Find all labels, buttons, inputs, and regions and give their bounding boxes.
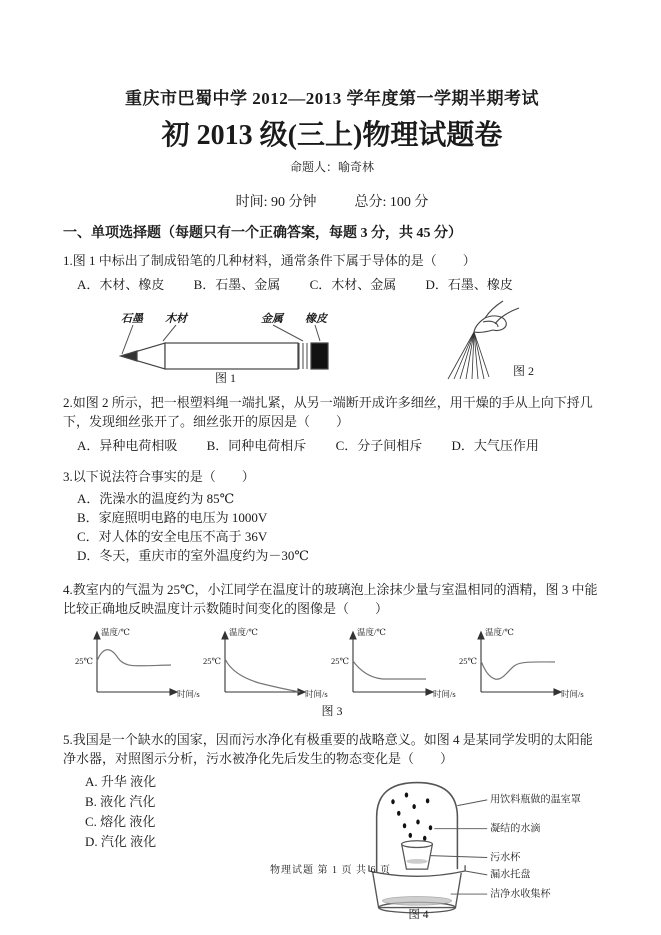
- q2-option-d: D．大气压作用: [451, 438, 539, 453]
- q3-option-b: B．家庭照明电路的电压为 1000V: [77, 510, 268, 525]
- fig3d-ylabel: 温度/℃: [485, 627, 514, 637]
- fig1-label-metal: 金属: [261, 313, 283, 325]
- fig3c-ylabel: 温度/℃: [357, 627, 386, 637]
- question-5-text: 5.我国是一个缺水的国家，因而污水净化有极重要的战略意义。如图 4 是某同学发明的太阳能净水器，对照图示分析，污水被净化先后发生的物态变化是（ ）: [63, 732, 593, 766]
- q1-option-b: B．石墨、金属: [193, 277, 281, 292]
- fig3d-curve: [481, 661, 555, 679]
- exam-total-score: 总分: 100 分: [354, 195, 429, 210]
- q2-option-b: B．同种电荷相斥: [206, 438, 307, 453]
- fig3a-xlabel: 时间/s: [177, 689, 200, 699]
- fig4-label-cover: 用饮料瓶做的温室罩: [490, 794, 582, 806]
- question-1-text: 1.图 1 中标出了制成铅笔的几种材料，通常条件下属于导体的是（ ）: [63, 253, 476, 268]
- exam-subtitle: 初 2013 级(三上)物理试题卷: [161, 120, 503, 151]
- question-3-options: [63, 489, 601, 565]
- fig3b-xlabel: 时间/s: [305, 689, 328, 699]
- fig4-label-droplets: 凝结的水滴: [490, 823, 541, 835]
- q1-option-a: A．木材、橡皮: [77, 277, 165, 292]
- q3-option-a: A．洗澡水的温度约为 85℃: [77, 491, 235, 506]
- question-4-text: 4.教室内的气温为 25℃，小江同学在温度计的玻璃泡上涂抹少量与室温相同的酒精，图 3 中能比较正确地反映温度计示数随时间变化的图像是（ ）: [63, 582, 598, 616]
- fig3a-tick-25: 25℃: [75, 656, 94, 666]
- fig4-label-clean-cup: 洁净水收集杯: [490, 888, 551, 900]
- fig3b-ylabel: 温度/℃: [229, 627, 258, 637]
- fig2-strands: [448, 332, 489, 379]
- q1-option-d: D．石墨、橡皮: [425, 277, 513, 292]
- q1-option-c: C．木材、金属: [309, 277, 397, 292]
- question-5-row: [63, 772, 601, 922]
- q2-option-c: C．分子间相斥: [335, 438, 423, 453]
- figure-4-water-purifier-diagram: [343, 770, 601, 922]
- fig3d-xlabel: 时间/s: [561, 689, 584, 699]
- figure-1-pencil-diagram: [113, 310, 363, 384]
- fig4-leader-lines: [431, 800, 488, 894]
- figure-3-caption: 图 3: [321, 704, 343, 718]
- question-3-text: 3.以下说法符合事实的是（ ）: [63, 469, 255, 484]
- fig4-label-tray: 漏水托盘: [490, 869, 531, 881]
- fig1-label-graphite: 石墨: [121, 313, 143, 325]
- fig1-pencil-shape: [121, 343, 328, 369]
- fig3c-curve: [353, 661, 426, 679]
- fig3-graph-c: [329, 626, 457, 702]
- q5-option-a: A. 升华 液化: [85, 774, 157, 789]
- q2-option-a: A．异种电荷相吸: [77, 438, 178, 453]
- q3-option-d: D．冬天，重庆市的室外温度约为－30℃: [77, 548, 309, 563]
- figure-4-caption: 图 4: [408, 909, 429, 922]
- exam-author: 命题人：喻奇林: [289, 160, 374, 174]
- figure-1-caption: 图 1: [215, 371, 237, 384]
- fig4-label-dirty-cup: 污水杯: [490, 852, 521, 864]
- fig1-label-eraser: 橡皮: [305, 313, 327, 325]
- fig3-graph-b: [201, 626, 329, 702]
- fig4-droplets: [392, 793, 433, 841]
- fig1-label-wood: 木材: [165, 313, 187, 325]
- fig3b-curve: [225, 659, 300, 692]
- question-2-text: 2.如图 2 所示，把一根塑料绳一端扎紧，从另一端断开成许多细丝，用干燥的手从上向下捋几下，发现细丝张开了。细丝张开的原因是（ ）: [63, 395, 593, 429]
- fig3-graph-d: [457, 626, 585, 702]
- fig3-graph-a: [73, 626, 201, 702]
- q5-option-b: B. 液化 汽化: [85, 794, 156, 809]
- q5-option-d: D. 汽化 液化: [85, 834, 157, 849]
- figure-2-caption: 图 2: [513, 364, 535, 378]
- fig3a-ylabel: 温度/℃: [101, 627, 130, 637]
- exam-title: 重庆市巴蜀中学 2012—2013 学年度第一学期半期考试: [125, 89, 539, 108]
- question-5-options: [63, 772, 325, 922]
- question-2-options: [63, 435, 601, 454]
- q3-option-c: C．对人体的安全电压不高于 36V: [77, 529, 268, 544]
- section-heading: 一、单项选择题（每题只有一个正确答案，每题 3 分，共 45 分）: [63, 226, 462, 241]
- fig3a-curve: [97, 650, 171, 666]
- fig4-collection-cup: [373, 873, 461, 913]
- time-score-line: [63, 191, 601, 211]
- fig3b-tick-25: 25℃: [203, 656, 222, 666]
- figure-3-graphs: [73, 626, 601, 702]
- page-footer: 物理试题 第 1 页 共 6 页: [270, 865, 391, 876]
- question-1-options: [63, 274, 601, 293]
- figure-2-hand-diagram: [445, 299, 560, 384]
- fig3d-tick-25: 25℃: [459, 656, 478, 666]
- q5-option-c: C. 熔化 液化: [85, 814, 156, 829]
- hand-icon: [474, 301, 519, 332]
- exam-duration: 时间: 90 分钟: [235, 195, 317, 210]
- fig3c-xlabel: 时间/s: [433, 689, 456, 699]
- fig3c-tick-25: 25℃: [331, 656, 350, 666]
- figure-row-1: [113, 299, 601, 384]
